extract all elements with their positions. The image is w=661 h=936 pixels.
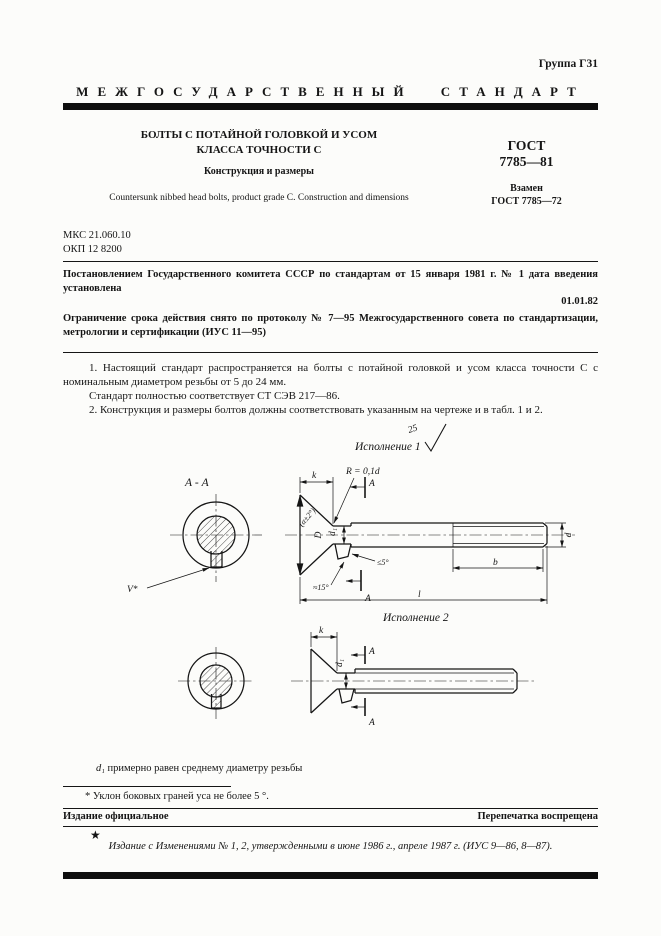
section-view-1 <box>147 494 262 588</box>
dim-d-label: d <box>564 532 574 538</box>
footnote-text: * Уклон боковых граней уса не более 5 °. <box>85 791 269 802</box>
title-line2: КЛАССА ТОЧНОСТИ С <box>196 144 322 156</box>
divider-rule-2 <box>63 352 598 353</box>
title-left-column <box>63 122 455 208</box>
dim-b-label: b <box>493 558 498 568</box>
dim-R-label: R = 0,1d <box>346 467 380 477</box>
replaces-number: ГОСТ 7785—72 <box>491 196 562 207</box>
gost-label: ГОСТ <box>507 138 546 153</box>
replaces-label: Взамен <box>510 183 543 194</box>
dim-alpha-label: (α±2°) <box>296 506 318 529</box>
divider-rule-1 <box>63 261 598 262</box>
title-right-column <box>455 122 598 208</box>
dim-d1-label-2: d₁ <box>335 658 345 668</box>
note-d1-text: примерно равен среднему диаметру резьбы <box>107 763 303 774</box>
dim-l-label: l <box>418 590 421 600</box>
okp-code: ОКП 12 8200 <box>63 244 122 255</box>
star-icon: ★ <box>90 828 101 842</box>
body-text <box>63 361 598 417</box>
footer-rule-top <box>63 808 598 809</box>
body-paragraph-3: 2. Конструкция и размеры болтов должны соответствовать указанным на чертеже и в табл. 1 и 2. <box>89 404 543 416</box>
dim-angle15-label: ≈15° <box>313 583 329 592</box>
section-arrow-A-bottom-1: А <box>365 594 371 604</box>
bolt-view-2 <box>291 632 535 716</box>
mks-code: МКС 21.060.10 <box>63 230 131 241</box>
roughness-check-icon <box>425 424 446 451</box>
footer-rule-bottom <box>63 826 598 827</box>
dim-angle5-label: ≤5° <box>377 558 389 567</box>
bottom-thick-rule <box>63 872 598 879</box>
title-block <box>63 122 598 208</box>
technical-drawing <box>63 420 598 765</box>
section-arrow-A-top-2: А <box>369 647 375 657</box>
section-arrow-A-bottom-2: А <box>369 718 375 728</box>
title-line1: БОЛТЫ С ПОТАЙНОЙ ГОЛОВКОЙ И УСОМ <box>140 129 378 141</box>
title-english: Countersunk nibbed head bolts, product grade C. Construction and dimensions <box>109 193 409 203</box>
decree-paragraph: Постановлением Государственного комитета СССР по стандартам от 15 января 1981 г. № 1 дата введения установлена <box>63 269 598 294</box>
body-paragraph-1: 1. Настоящий стандарт распространяется на болты с потайной головкой и усом класса точности С с номинальным диаметром резьбы от 5 до 24 мм. <box>63 362 598 388</box>
edition-amendments-note: Издание с Изменениями № 1, 2, утвержденными в июне 1986 г., апреле 1987 г. (ИУС 9—86, 8—87). <box>108 841 553 852</box>
footer-row <box>63 811 598 822</box>
body-paragraph-2: Стандарт полностью соответствует СТ СЭВ 217—86. <box>89 390 340 402</box>
official-edition-label: Издание официальное <box>63 811 169 822</box>
group-label: Группа Г31 <box>538 58 598 70</box>
drawing-note <box>96 763 556 774</box>
note-d1-symbol: d₁ <box>96 763 105 774</box>
gost-number: 7785—81 <box>499 154 554 169</box>
title-subtitle: Конструкция и размеры <box>204 166 314 177</box>
dim-d1-label-1: d₁ <box>328 527 338 537</box>
dim-k-label-2: k <box>319 626 324 636</box>
dim-D-label: D <box>314 531 324 539</box>
roughness-value: 25 <box>406 423 419 436</box>
effective-date: 01.01.82 <box>561 296 598 307</box>
reprint-prohibited-label: Перепечатка воспрещена <box>477 811 598 822</box>
section-label: А - А <box>185 477 209 489</box>
section-arrow-A-top-1: А <box>369 479 375 489</box>
header-thick-rule <box>63 103 598 110</box>
footnote-rule <box>63 786 231 787</box>
section-view-2 <box>178 647 254 719</box>
limitation-paragraph: Ограничение срока действия снято по протоколу № 7—95 Межгосударственного совета по стандартизации, метрологии и сертификации (ИУС 11—95) <box>63 313 598 338</box>
standard-type-header: МЕЖГОСУДАРСТВЕННЫЙ СТАНДАРТ <box>76 84 585 99</box>
dim-v-label: V* <box>127 585 138 595</box>
dim-k-label-1: k <box>312 471 317 481</box>
classification-codes <box>63 229 598 257</box>
version1-label: Исполнение 1 <box>355 441 421 453</box>
version2-label: Исполнение 2 <box>383 612 449 624</box>
